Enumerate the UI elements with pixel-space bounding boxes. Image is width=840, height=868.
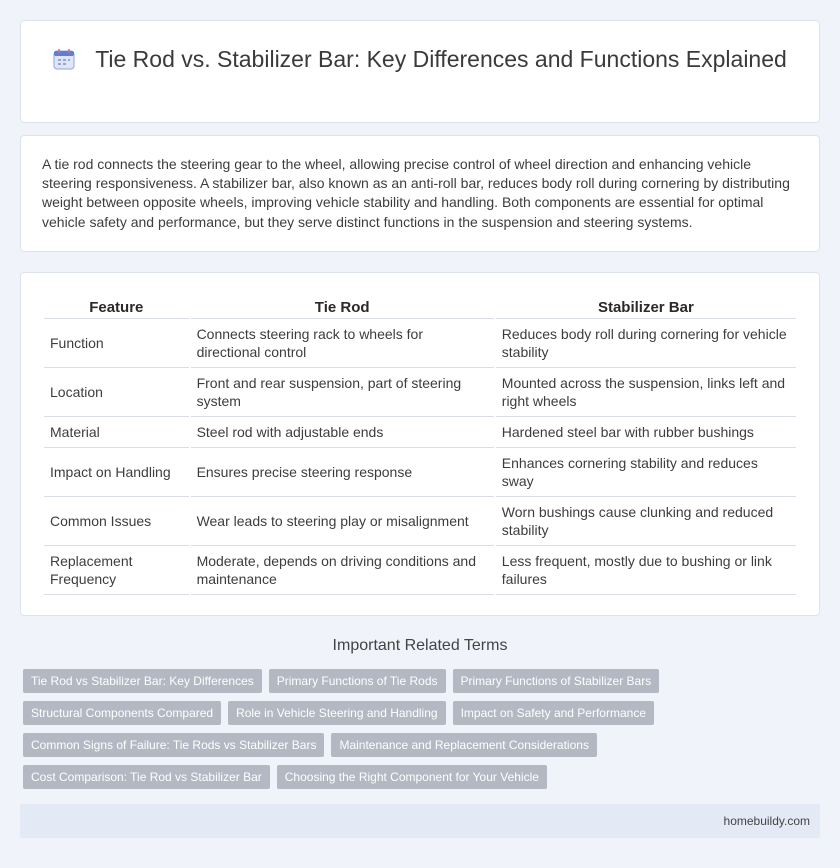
table-cell: Ensures precise steering response — [191, 448, 494, 497]
comparison-card — [20, 272, 820, 616]
related-term-tag[interactable]: Structural Components Compared — [23, 701, 221, 725]
table-cell: Front and rear suspension, part of steering system — [191, 368, 494, 417]
table-cell: Mounted across the suspension, links left and right wheels — [496, 368, 796, 417]
related-term-tag[interactable]: Cost Comparison: Tie Rod vs Stabilizer Bar — [23, 765, 270, 789]
table-cell: Reduces body roll during cornering for vehicle stability — [496, 319, 796, 368]
title-card — [20, 20, 820, 123]
table-cell: Replacement Frequency — [44, 546, 189, 595]
related-term-tag[interactable]: Common Signs of Failure: Tie Rods vs Stabilizer Bars — [23, 733, 324, 757]
table-cell: Connects steering rack to wheels for directional control — [191, 319, 494, 368]
related-term-tag[interactable]: Choosing the Right Component for Your Vehicle — [277, 765, 547, 789]
table-cell: Moderate, depends on driving conditions and maintenance — [191, 546, 494, 595]
table-cell: Impact on Handling — [44, 448, 189, 497]
related-term-tag[interactable]: Role in Vehicle Steering and Handling — [228, 701, 445, 725]
table-cell: Location — [44, 368, 189, 417]
tag-row — [23, 733, 813, 757]
table-row — [44, 319, 796, 368]
related-term-tag[interactable]: Primary Functions of Tie Rods — [269, 669, 446, 693]
table-cell: Wear leads to steering play or misalignment — [191, 497, 494, 546]
table-cell: Steel rod with adjustable ends — [191, 417, 494, 448]
footer-site-link[interactable]: homebuildy.com — [723, 814, 810, 828]
tag-row — [23, 701, 813, 725]
table-cell: Common Issues — [44, 497, 189, 546]
related-term-tag[interactable]: Maintenance and Replacement Considerations — [331, 733, 597, 757]
table-cell: Hardened steel bar with rubber bushings — [496, 417, 796, 448]
page-title-wrap — [21, 45, 819, 74]
table-cell: Less frequent, mostly due to bushing or link failures — [496, 546, 796, 595]
table-cell: Worn bushings cause clunking and reduced stability — [496, 497, 796, 546]
comparison-table — [42, 293, 798, 595]
related-terms-list — [23, 669, 813, 797]
table-row — [44, 546, 796, 595]
page-title: Tie Rod vs. Stabilizer Bar: Key Differences and Functions Explained — [95, 46, 787, 72]
footer — [20, 804, 820, 838]
related-term-tag[interactable]: Impact on Safety and Performance — [453, 701, 654, 725]
intro-paragraph: A tie rod connects the steering gear to the wheel, allowing precise control of wheel direction and enhancing vehicle steering responsiveness. A stabilizer bar, also known as an anti-roll bar, reduces body roll during cornering by distributing weight between opposite wheels, improving vehicle stability and handling. Both components are essential for optimal vehicle safety and performance, but they serve distinct functions in the suspension and steering systems. — [42, 156, 790, 230]
related-term-tag[interactable]: Tie Rod vs Stabilizer Bar: Key Differences — [23, 669, 262, 693]
header-feature: Feature — [44, 293, 189, 319]
table-header-row — [44, 293, 796, 319]
header-stabilizer-bar: Stabilizer Bar — [496, 293, 796, 319]
table-cell: Function — [44, 319, 189, 368]
calendar-icon — [53, 48, 75, 70]
table-row — [44, 417, 796, 448]
header-tie-rod: Tie Rod — [191, 293, 494, 319]
intro-card — [20, 135, 820, 252]
tag-row — [23, 765, 813, 789]
tag-row — [23, 669, 813, 693]
table-cell: Material — [44, 417, 189, 448]
related-term-tag[interactable]: Primary Functions of Stabilizer Bars — [453, 669, 660, 693]
table-row — [44, 497, 796, 546]
related-terms-heading: Important Related Terms — [332, 637, 508, 654]
table-cell: Enhances cornering stability and reduces sway — [496, 448, 796, 497]
table-row — [44, 368, 796, 417]
table-row — [44, 448, 796, 497]
